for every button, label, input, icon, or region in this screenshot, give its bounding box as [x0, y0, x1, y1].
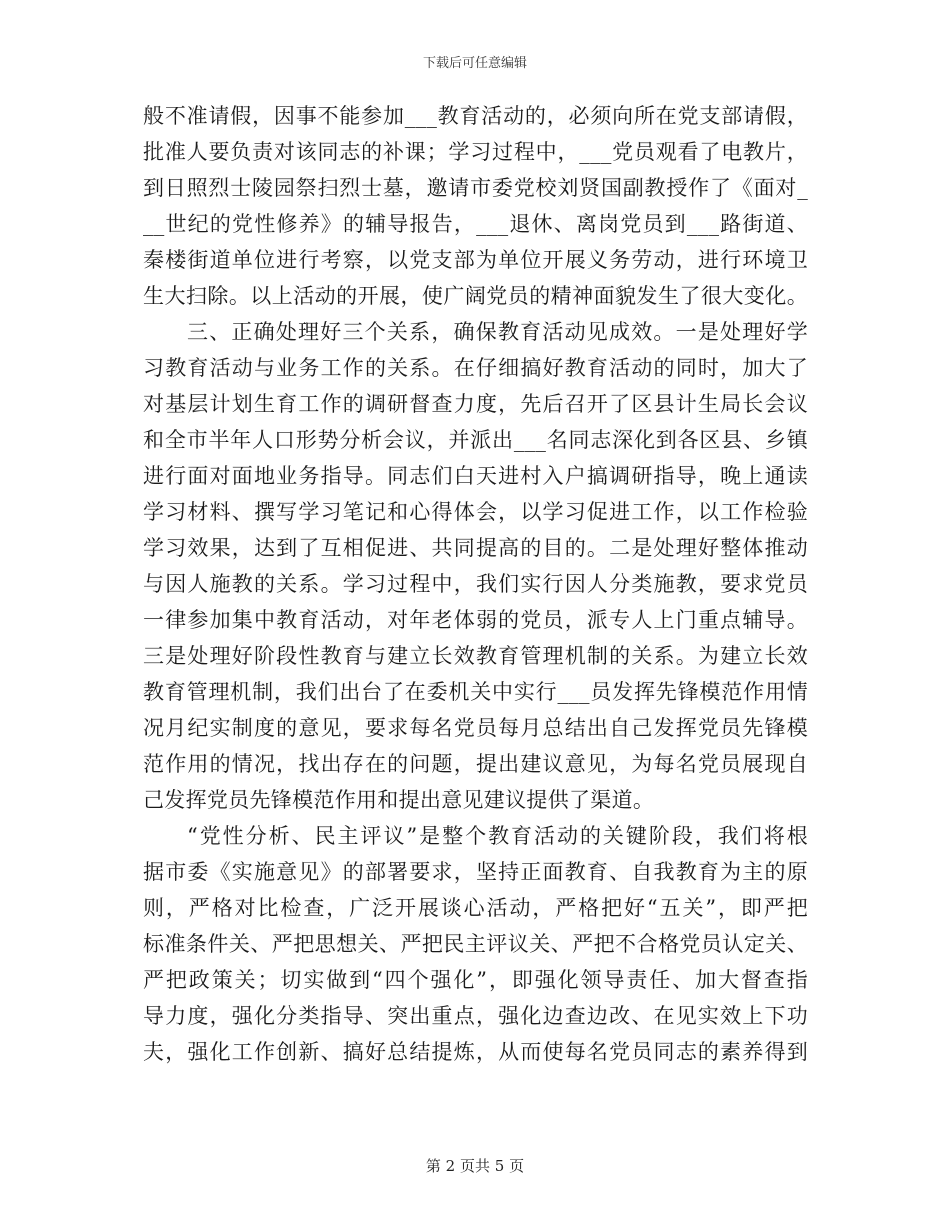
text-line: 则，严格对比检查，广泛开展谈心活动，严格把好“五关”，即严把	[143, 896, 808, 920]
paragraph-first-line: 三、正确处理好三个关系，确保教育活动见成效。一是处理好学	[187, 320, 808, 344]
text-line: 夫，强化工作创新、搞好总结提炼，从而使每名党员同志的素养得到	[143, 1040, 808, 1064]
text-line: 范作用的情况，找出存在的问题，提出建议意见，为每名党员展现自	[143, 752, 808, 776]
text-line: 生大扫除。以上活动的开展，使广阔党员的精神面貌发生了很大变化。	[143, 284, 808, 308]
page-header: 下载后可任意编辑	[422, 56, 527, 71]
text-line: 秦楼街道单位进行考察，以党支部为单位开展义务劳动，进行环境卫	[143, 248, 808, 272]
page-number: 第 2 页共 5 页	[425, 1157, 525, 1175]
text-line: 学习效果，达到了互相促进、共同提高的目的。二是处理好整体推动	[143, 536, 808, 560]
text-line: 导力度，强化分类指导、突出重点，强化边查边改、在见实效上下功	[143, 1004, 808, 1028]
text-line: 进行面对面地业务指导。同志们白天进村入户搞调研指导，晚上通读	[143, 464, 808, 488]
text-line: 到日照烈士陵园祭扫烈士墓，邀请市委党校刘贤国副教授作了《面对_	[143, 176, 808, 200]
text-line: 标准条件关、严把思想关、严把民主评议关、严把不合格党员认定关、	[143, 932, 808, 956]
text-line: 和全市半年人口形势分析会议，并派出___名同志深化到各区县、乡镇	[143, 428, 808, 452]
text-line: __世纪的党性修养》的辅导报告，___退休、离岗党员到___路街道、	[143, 212, 808, 236]
text-line: 与因人施教的关系。学习过程中，我们实行因人分类施教，要求党员	[143, 572, 808, 596]
paragraph-last-line: 己发挥党员先锋模范作用和提出意见建议提供了渠道。	[143, 788, 655, 812]
paragraph-first-line: “党性分析、民主评议”是整个教育活动的关键阶段，我们将根	[187, 824, 808, 848]
text-line: 三是处理好阶段性教育与建立长效教育管理机制的关系。为建立长效	[143, 644, 808, 668]
body-text	[143, 98, 808, 1070]
text-line: 据市委《实施意见》的部署要求，坚持正面教育、自我教育为主的原	[143, 860, 808, 884]
text-line: 习教育活动与业务工作的关系。在仔细搞好教育活动的同时，加大了	[143, 356, 808, 380]
text-line: 对基层计划生育工作的调研督查力度，先后召开了区县计生局长会议	[143, 392, 808, 416]
text-line: 批准人要负责对该同志的补课；学习过程中，___党员观看了电教片，	[143, 140, 808, 164]
text-line: 学习材料、撰写学习笔记和心得体会，以学习促进工作，以工作检验	[143, 500, 808, 524]
text-line: 般不准请假，因事不能参加___教育活动的，必须向所在党支部请假，	[143, 104, 808, 128]
text-line: 教育管理机制，我们出台了在委机关中实行___员发挥先锋模范作用情	[143, 680, 808, 704]
text-line: 严把政策关；切实做到“四个强化”，即强化领导责任、加大督查指	[143, 968, 808, 992]
text-line: 况月纪实制度的意见，要求每名党员每月总结出自己发挥党员先锋模	[143, 716, 808, 740]
text-line: 一律参加集中教育活动，对年老体弱的党员，派专人上门重点辅导。	[143, 608, 808, 632]
